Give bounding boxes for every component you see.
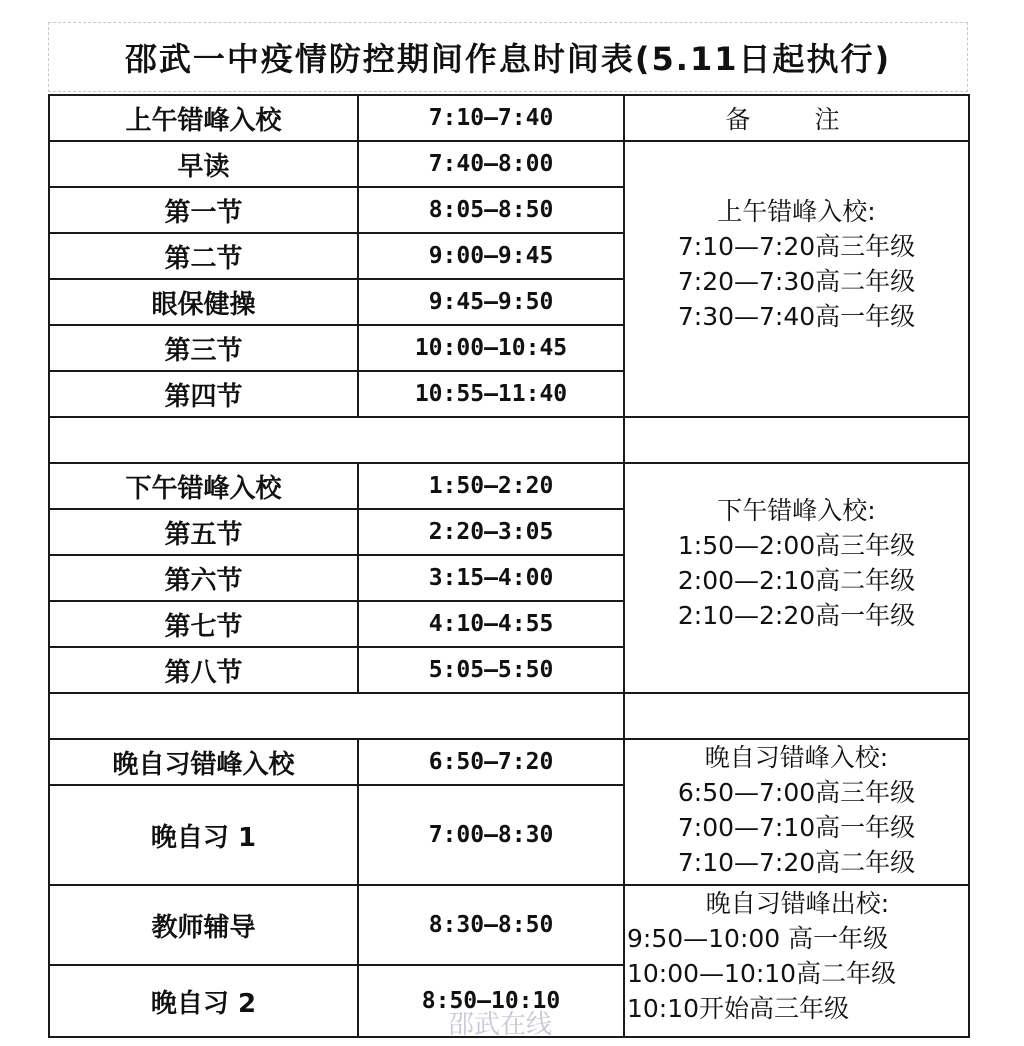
period-name: 晚自习 2: [49, 965, 358, 1037]
period-name: 第二节: [49, 233, 358, 279]
period-time: 7:10—7:40: [358, 95, 624, 141]
period-name: 第七节: [49, 601, 358, 647]
period-time: 8:05—8:50: [358, 187, 624, 233]
period-time: 10:55—11:40: [358, 371, 624, 417]
table-row: [49, 463, 969, 509]
morning-note-heading: 上午错峰入校:: [717, 197, 876, 226]
table-row: [49, 739, 969, 785]
evening-in-note-line: 6:50—7:00高三年级: [677, 778, 916, 807]
evening-out-note-heading: 晚自习错峰出校:: [705, 889, 890, 918]
evening-out-note-line: 10:10开始高三年级: [627, 994, 850, 1023]
morning-note-line: 7:30—7:40高一年级: [677, 302, 916, 331]
table-row: [49, 95, 969, 141]
period-time: 7:00—8:30: [358, 785, 624, 885]
period-name: 上午错峰入校: [49, 95, 358, 141]
afternoon-note-heading: 下午错峰入校:: [717, 496, 876, 525]
evening-out-note-line: 10:00—10:10高二年级: [627, 959, 897, 988]
period-name: 下午错峰入校: [49, 463, 358, 509]
spacer-cell: [624, 693, 969, 739]
period-time: 6:50—7:20: [358, 739, 624, 785]
page-title: 邵武一中疫情防控期间作息时间表(5.11日起执行): [124, 40, 892, 78]
period-name: 眼保健操: [49, 279, 358, 325]
afternoon-note-line: 2:00—2:10高二年级: [677, 566, 916, 595]
evening-in-note-line: 7:10—7:20高二年级: [677, 848, 916, 877]
evening-out-note: [624, 885, 969, 1037]
period-time: 5:05—5:50: [358, 647, 624, 693]
title-box: [48, 22, 968, 92]
table-row: [49, 141, 969, 187]
afternoon-note: [624, 463, 969, 693]
period-time: 2:20—3:05: [358, 509, 624, 555]
period-name: 晚自习 1: [49, 785, 358, 885]
period-time: 4:10—4:55: [358, 601, 624, 647]
period-name: 第五节: [49, 509, 358, 555]
period-name: 第四节: [49, 371, 358, 417]
period-name: 第六节: [49, 555, 358, 601]
evening-in-note-line: 7:00—7:10高一年级: [677, 813, 916, 842]
morning-note-line: 7:20—7:30高二年级: [677, 267, 916, 296]
period-time: 7:40—8:00: [358, 141, 624, 187]
evening-in-note: [624, 739, 969, 885]
period-time: 3:15—4:00: [358, 555, 624, 601]
spacer-row: [49, 417, 969, 463]
period-name: 晚自习错峰入校: [49, 739, 358, 785]
watermark: 邵武在线: [448, 1010, 553, 1040]
afternoon-note-line: 2:10—2:20高一年级: [677, 601, 916, 630]
note-header: 备 注: [624, 95, 969, 141]
evening-in-note-heading: 晚自习错峰入校:: [704, 743, 889, 772]
period-name: 第三节: [49, 325, 358, 371]
morning-note-line: 7:10—7:20高三年级: [677, 232, 916, 261]
spacer-cell: [49, 693, 624, 739]
period-name: 早读: [49, 141, 358, 187]
period-name: 第八节: [49, 647, 358, 693]
period-name: 第一节: [49, 187, 358, 233]
afternoon-note-line: 1:50—2:00高三年级: [677, 531, 916, 560]
morning-note: [624, 141, 969, 417]
period-time: 9:00—9:45: [358, 233, 624, 279]
spacer-row: [49, 693, 969, 739]
period-name: 教师辅导: [49, 885, 358, 965]
evening-out-note-line: 9:50—10:00 高一年级: [627, 924, 889, 953]
period-time: 10:00—10:45: [358, 325, 624, 371]
period-time: 8:30—8:50: [358, 885, 624, 965]
spacer-cell: [624, 417, 969, 463]
period-time: 8:50—10:10: [358, 965, 624, 1037]
table-row: [49, 885, 969, 965]
period-time: 1:50—2:20: [358, 463, 624, 509]
schedule-table: [48, 94, 970, 1038]
spacer-cell: [49, 417, 624, 463]
period-time: 9:45—9:50: [358, 279, 624, 325]
